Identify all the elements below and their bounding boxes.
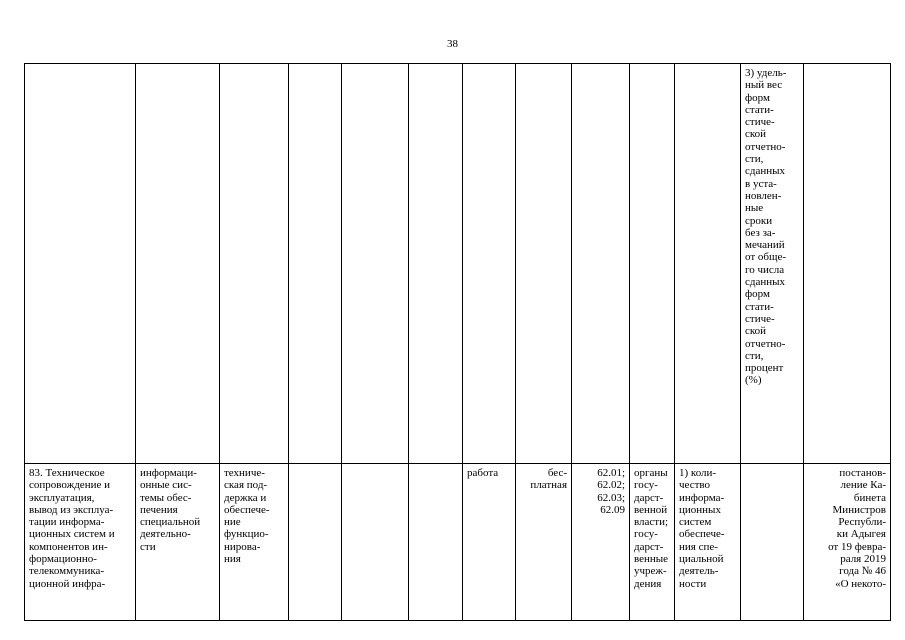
table-cell: информаци- онные сис- темы обес- печения специальной деятельно- сти — [136, 464, 220, 621]
table-cell — [516, 64, 572, 464]
table-cell — [630, 64, 675, 464]
table-cell — [409, 64, 463, 464]
table-cell — [289, 64, 342, 464]
table-cell — [572, 64, 630, 464]
indicator-cell: 1) коли- чество информа- ционных систем обеспече- ния спе- циальной деятель- ности — [675, 464, 741, 621]
table-row — [25, 464, 891, 621]
registry-table — [24, 63, 891, 621]
table-cell — [675, 64, 741, 464]
consumers-cell: органы госу- дарст- венной власти; госу- дарст- венные учреж- дения — [630, 464, 675, 621]
indicator-cell: 3) удель- ный вес форм стати- стиче- ской отчетно- сти, сданных в уста- новлен- ные сроки без за- мечаний от обще- го числа сданных форм стати- стиче- ской отчетно- сти, процент (%) — [741, 64, 804, 464]
table-cell — [289, 464, 342, 621]
table-cell — [342, 464, 409, 621]
payment-cell: бес- платная — [516, 464, 572, 621]
table-cell — [342, 64, 409, 464]
table-cell — [409, 464, 463, 621]
legal-basis-cell: постанов- ление Ка- бинета Министров Республи- ки Адыгея от 19 февра- раля 2019 года № 46 «О некото- — [804, 464, 891, 621]
table-cell — [804, 64, 891, 464]
table-cell — [25, 64, 136, 464]
table-cell — [220, 64, 289, 464]
table-cell: техниче- ская под- держка и обеспече- ние функцио- нирова- ния — [220, 464, 289, 621]
page-number: 38 — [447, 38, 458, 50]
table-cell — [741, 464, 804, 621]
service-name-cell: 83. Техническое сопровождение и эксплуатация, вывод из эксплуа- тации информа- ционных систем и компонентов ин- формационно- телекоммуника- ционной инфра- — [25, 464, 136, 621]
service-type-cell: работа — [463, 464, 516, 621]
table-row — [25, 64, 891, 464]
okved-codes-cell: 62.01; 62.02; 62.03; 62.09 — [572, 464, 630, 621]
table-cell — [136, 64, 220, 464]
table-cell — [463, 64, 516, 464]
